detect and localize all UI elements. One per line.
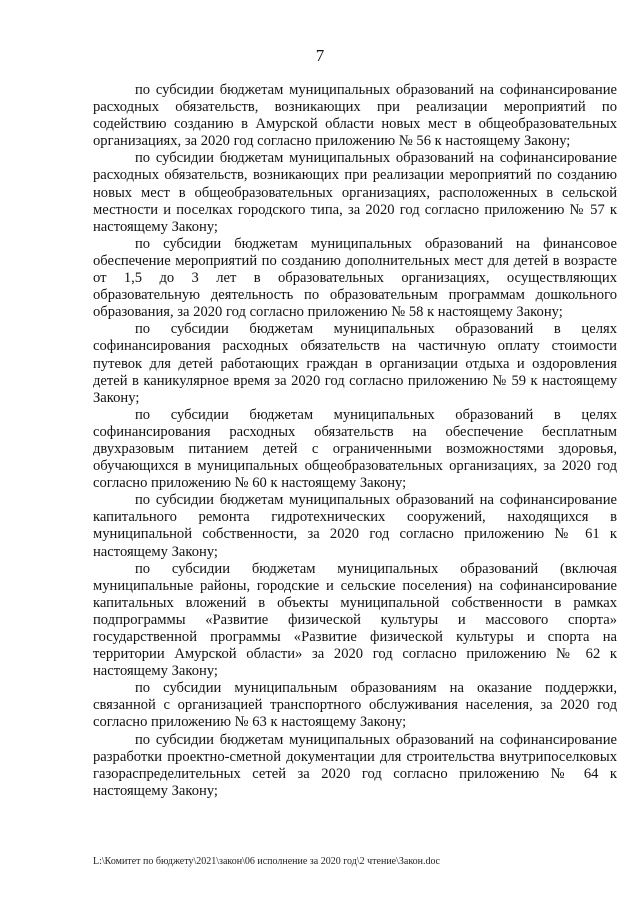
page-number: 7	[315, 46, 325, 65]
footer-file-path: L:\Комитет по бюджету\2021\закон\06 исполнение за 2020 год\2 чтение\Закон.doc	[93, 856, 440, 867]
paragraph-appendix-62: по субсидии бюджетам муниципальных образований (включая муниципальные районы, городские и сельские поселения) на софинансирование капитальных вложений в объекты муниципальной собственности в рамках подпрограммы «Развитие физической культуры и массового спорта» государственной программы «Развитие физической культуры и спорта на территории Амурской области» за 2020 год согласно приложению № 62 к настоящему Закону;	[93, 560, 617, 680]
paragraph-appendix-64: по субсидии бюджетам муниципальных образований на софинансирование разработки проектно-сметной документации для строительства внутрипоселковых газораспределительных сетей за 2020 год согласно приложению № 64 к настоящему Закону;	[93, 731, 617, 799]
paragraph-appendix-57: по субсидии бюджетам муниципальных образований на софинансирование расходных обязательств, возникающих при реализации мероприятий по созданию новых мест в общеобразовательных организациях, расположенных в сельской местности и поселках городского типа, за 2020 год согласно приложению № 57 к настоящему Закону;	[93, 150, 617, 235]
paragraph-appendix-63: по субсидии муниципальным образованиям на оказание поддержки, связанной с организацией транспортного обслуживания населения, за 2020 год согласно приложению № 63 к настоящему Закону;	[93, 680, 617, 731]
paragraph-appendix-60: по субсидии бюджетам муниципальных образований в целях софинансирования расходных обязательств на обеспечение бесплатным двухразовым питанием детей с ограниченными возможностями здоровья, обучающихся в муниципальных общеобразовательных организациях, за 2020 год согласно приложению № 60 к настоящему Закону;	[93, 406, 617, 492]
paragraph-appendix-61: по субсидии бюджетам муниципальных образований на софинансирование капитального ремонта гидротехнических сооружений, находящихся в муниципальной собственности, за 2020 год согласно приложению № 61 к настоящему Закону;	[93, 492, 617, 560]
document-body	[93, 82, 617, 800]
paragraph-appendix-58: по субсидии бюджетам муниципальных образований на финансовое обеспечение мероприятий по созданию дополнительных мест для детей в возрасте от 1,5 до 3 лет в образовательных организациях, осуществляющих образовательную деятельность по образовательным программам дошкольного образования, за 2020 год согласно приложению № 58 к настоящему Закону;	[93, 235, 617, 321]
paragraph-appendix-59: по субсидии бюджетам муниципальных образований в целях софинансирования расходных обязательств на частичную оплату стоимости путевок для детей работающих граждан в организации отдыха и оздоровления детей в каникулярное время за 2020 год согласно приложению № 59 к настоящему Закону;	[93, 321, 617, 406]
paragraph-appendix-56: по субсидии бюджетам муниципальных образований на софинансирование расходных обязательств, возникающих при реализации мероприятий по содействию созданию в Амурской области новых мест в общеобразовательных организациях, за 2020 год согласно приложению № 56 к настоящему Закону;	[93, 82, 617, 150]
